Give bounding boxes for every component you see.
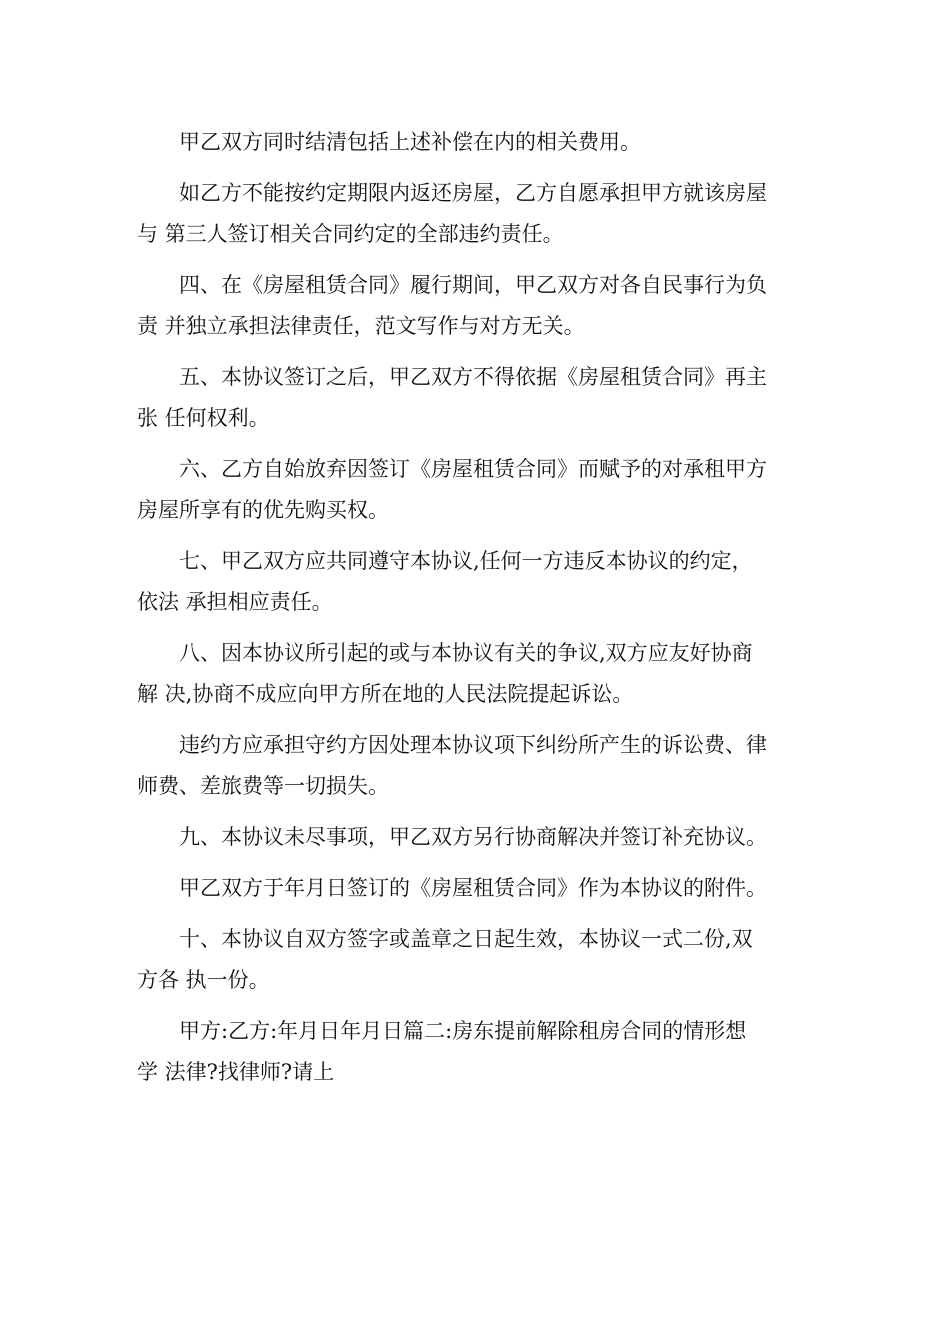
- paragraph-line: 依法 承担相应责任。: [137, 590, 333, 614]
- paragraph-line: 六、乙方自始放弃因签订《房屋租赁合同》而赋予的对承租甲方: [179, 457, 767, 481]
- paragraph-line: 甲方:乙方:年月日年月日篇二:房东提前解除租房合同的情形想: [179, 1019, 747, 1043]
- paragraph-line: 甲乙双方于年月日签订的《房屋租赁合同》作为本协议的附件。: [179, 876, 767, 900]
- paragraph-line: 甲乙双方同时结清包括上述补偿在内的相关费用。: [179, 130, 641, 154]
- paragraph-clause-6: [137, 449, 827, 531]
- paragraph-line: 解 决,协商不成应向甲方所在地的人民法院提起诉讼。: [137, 682, 634, 706]
- document-body: [137, 122, 827, 1103]
- paragraph-line: 方各 执一份。: [137, 968, 270, 992]
- paragraph-line: 七、甲乙双方应共同遵守本协议,任何一方违反本协议的约定，: [179, 549, 753, 573]
- paragraph-clause-5: [137, 357, 827, 439]
- paragraph-signature-and-part-2: [137, 1011, 827, 1093]
- paragraph-clause-9: [137, 817, 827, 858]
- paragraph-line: 与 第三人签订相关合同约定的全部违约责任。: [137, 222, 564, 246]
- paragraph-line: 九、本协议未尽事项，甲乙双方另行协商解决并签订补充协议。: [179, 825, 767, 849]
- paragraph-settle-fees: [137, 122, 827, 163]
- paragraph-attachment: [137, 868, 827, 909]
- paragraph-line: 张 任何权利。: [137, 406, 270, 430]
- paragraph-line: 五、本协议签订之后，甲乙双方不得依据《房屋租赁合同》再主: [179, 365, 767, 389]
- paragraph-line: 房屋所享有的优先购买权。: [137, 498, 389, 522]
- paragraph-line: 八、因本协议所引起的或与本协议有关的争议,双方应友好协商: [179, 641, 753, 665]
- paragraph-line: 如乙方不能按约定期限内返还房屋，乙方自愿承担甲方就该房屋: [179, 181, 767, 205]
- paragraph-return-house: [137, 173, 827, 255]
- paragraph-line: 责 并独立承担法律责任，范文写作与对方无关。: [137, 314, 585, 338]
- paragraph-line: 师费、差旅费等一切损失。: [137, 774, 389, 798]
- paragraph-line: 学 法律?找律师?请上: [137, 1060, 335, 1084]
- paragraph-line: 四、在《房屋租赁合同》履行期间，甲乙双方对各自民事行为负: [179, 273, 767, 297]
- paragraph-clause-4: [137, 265, 827, 347]
- paragraph-clause-8: [137, 633, 827, 715]
- paragraph-breach-costs: [137, 725, 827, 807]
- paragraph-line: 违约方应承担守约方因处理本协议项下纠纷所产生的诉讼费、律: [179, 733, 767, 757]
- paragraph-clause-10: [137, 919, 827, 1001]
- paragraph-clause-7: [137, 541, 827, 623]
- paragraph-line: 十、本协议自双方签字或盖章之日起生效，本协议一式二份,双: [179, 927, 753, 951]
